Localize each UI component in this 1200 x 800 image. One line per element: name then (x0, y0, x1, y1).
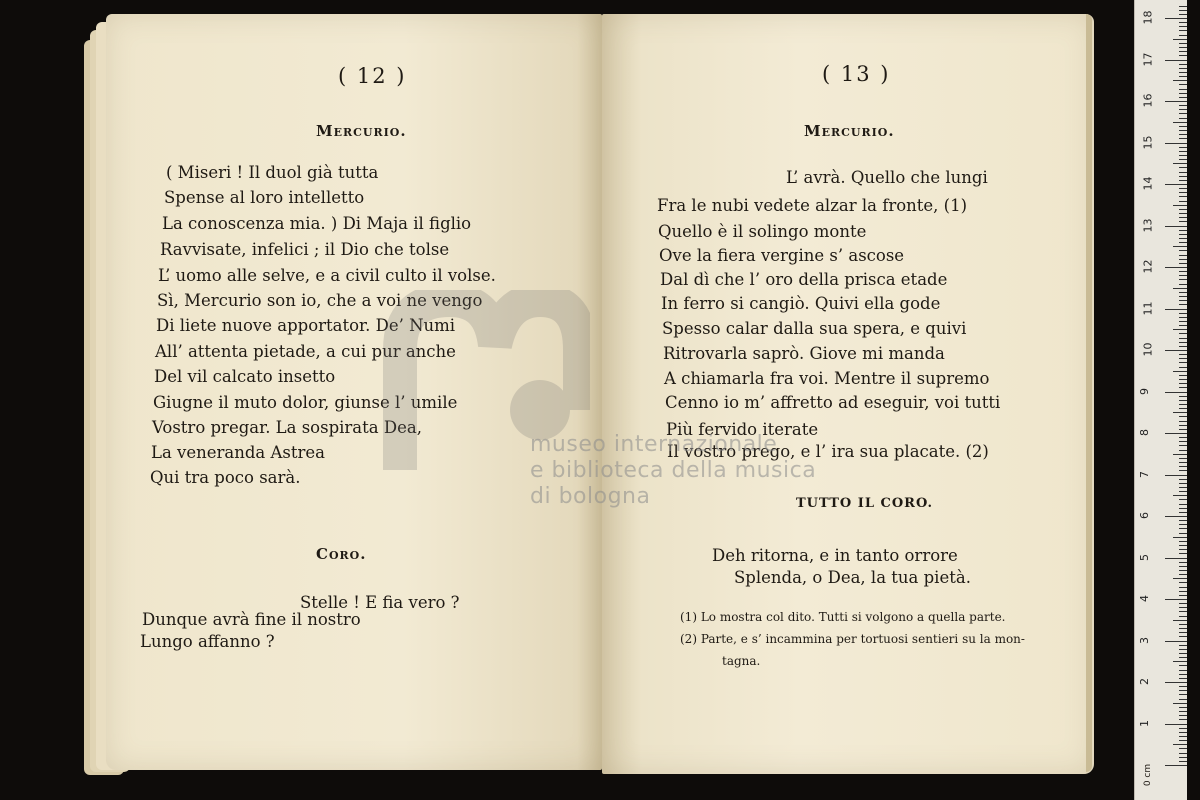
ruler-tick (1179, 346, 1187, 347)
ruler-tick (1179, 51, 1187, 52)
ruler-tick (1179, 512, 1187, 513)
ruler-tick (1179, 445, 1187, 446)
ruler-tick (1179, 479, 1187, 480)
ruler-tick (1179, 358, 1187, 359)
footnote: (1) Lo mostra col dito. Tutti si volgono a quella parte. (680, 610, 1006, 624)
ruler-tick (1179, 587, 1187, 588)
ruler-tick (1179, 736, 1187, 737)
left-chorus-line: Lungo affanno ? (140, 632, 275, 651)
ruler-tick (1179, 97, 1187, 98)
ruler-tick (1179, 491, 1187, 492)
ruler-tick (1179, 6, 1187, 7)
ruler-tick (1179, 462, 1187, 463)
ruler-number: 1 (1138, 719, 1151, 727)
ruler-unit-label: 0 cm (1143, 763, 1154, 787)
ruler-tick (1173, 163, 1187, 164)
right-line: Cenno io m’ affretto ad eseguir, voi tutti (665, 393, 1001, 412)
ruler-number: 11 (1141, 301, 1155, 315)
ruler-tick (1179, 748, 1187, 749)
right-line: Il vostro prego, e l’ ira sua placate. (2) (667, 442, 989, 461)
ruler-tick (1179, 603, 1187, 604)
ruler-tick (1179, 55, 1187, 56)
ruler-tick (1179, 209, 1187, 210)
ruler-tick (1179, 437, 1187, 438)
ruler-tick (1179, 591, 1187, 592)
right-page-number: ( 13 ) (822, 62, 891, 86)
ruler-number: 17 (1141, 52, 1155, 66)
right-line: Spesso calar dalla sua spera, e quivi (662, 319, 967, 338)
ruler-tick (1179, 549, 1187, 550)
ruler-tick (1165, 184, 1187, 185)
ruler-number: 8 (1138, 429, 1151, 436)
ruler-tick (1179, 674, 1187, 675)
ruler-tick (1179, 404, 1187, 405)
ruler-number: 16 (1141, 93, 1155, 108)
left-line: Del vil calcato insetto (154, 367, 336, 386)
ruler-number: 15 (1141, 135, 1155, 149)
right-line: A chiamarla fra voi. Mentre il supremo (664, 369, 990, 388)
ruler-tick (1179, 694, 1187, 695)
ruler-tick (1173, 578, 1187, 579)
ruler-tick (1173, 495, 1187, 496)
ruler-tick (1179, 43, 1187, 44)
ruler-tick (1179, 213, 1187, 214)
ruler-number: 13 (1141, 218, 1155, 232)
ruler-tick (1173, 39, 1187, 40)
ruler-tick (1179, 740, 1187, 741)
ruler-number: 5 (1138, 553, 1151, 561)
ruler-tick (1179, 636, 1187, 637)
ruler-tick (1179, 338, 1187, 339)
ruler-tick (1179, 134, 1187, 135)
ruler-tick (1179, 686, 1187, 687)
right-line: L’ avrà. Quello che lungi (786, 168, 988, 187)
ruler-tick (1173, 288, 1187, 289)
left-line: Ravvisate, infelici ; il Dio che tolse (160, 240, 450, 259)
ruler-tick (1165, 433, 1187, 434)
ruler-tick (1179, 553, 1187, 554)
ruler-tick (1179, 172, 1187, 173)
ruler-tick (1179, 72, 1187, 73)
ruler-tick (1179, 26, 1187, 27)
ruler-tick (1179, 429, 1187, 430)
ruler-tick (1173, 329, 1187, 330)
ruler-tick (1165, 267, 1187, 268)
ruler-tick (1179, 466, 1187, 467)
ruler-tick (1179, 425, 1187, 426)
ruler-tick (1179, 333, 1187, 334)
ruler-tick (1179, 167, 1187, 168)
left-line: All’ attenta pietade, a cui pur anche (155, 342, 456, 361)
ruler-tick (1179, 155, 1187, 156)
ruler-tick (1179, 89, 1187, 90)
ruler-tick (1179, 607, 1187, 608)
ruler-tick (1179, 761, 1187, 762)
ruler-tick (1179, 325, 1187, 326)
ruler-tick (1179, 520, 1187, 521)
left-chorus-heading: Coro. (316, 545, 367, 563)
left-line: Spense al loro intelletto (164, 188, 365, 207)
right-chorus-heading: TUTTO IL CORO. (796, 496, 934, 511)
ruler-number: 4 (1138, 595, 1151, 602)
footnote: tagna. (722, 654, 761, 668)
ruler-tick (1179, 238, 1187, 239)
ruler-tick (1179, 632, 1187, 633)
left-chorus-line: Stelle ! E fia vero ? (300, 593, 460, 612)
ruler-tick (1165, 350, 1187, 351)
ruler-tick (1179, 396, 1187, 397)
ruler-number: 3 (1138, 636, 1151, 644)
ruler-tick (1179, 458, 1187, 459)
ruler-tick (1179, 441, 1187, 442)
ruler-number: 10 (1141, 342, 1155, 357)
ruler-tick (1179, 528, 1187, 529)
ruler-tick (1179, 624, 1187, 625)
ruler-tick (1179, 400, 1187, 401)
ruler-tick (1179, 582, 1187, 583)
left-line: Giugne il muto dolor, giunse l’ umile (153, 393, 458, 412)
ruler-tick (1179, 715, 1187, 716)
ruler-tick (1179, 524, 1187, 525)
ruler-tick (1179, 196, 1187, 197)
ruler-tick (1165, 18, 1187, 19)
ruler-tick (1179, 176, 1187, 177)
ruler-tick (1179, 151, 1187, 152)
ruler-tick (1173, 744, 1187, 745)
ruler-tick (1179, 93, 1187, 94)
left-line: Sì, Mercurio son io, che a voi ne vengo (157, 291, 483, 310)
ruler-tick (1165, 724, 1187, 725)
ruler-tick (1179, 304, 1187, 305)
ruler-tick (1179, 408, 1187, 409)
ruler-tick (1179, 653, 1187, 654)
ruler-tick (1179, 159, 1187, 160)
ruler-tick (1179, 342, 1187, 343)
left-line: La conoscenza mia. ) Di Maja il figlio (162, 214, 472, 233)
left-line: ( Miseri ! Il duol già tutta (166, 163, 379, 182)
ruler-tick (1179, 657, 1187, 658)
ruler-tick (1179, 14, 1187, 15)
ruler-tick (1179, 483, 1187, 484)
ruler-tick (1165, 641, 1187, 642)
ruler-tick (1165, 475, 1187, 476)
ruler-tick (1179, 562, 1187, 563)
ruler-tick (1179, 313, 1187, 314)
ruler-tick (1179, 284, 1187, 285)
ruler-tick (1179, 628, 1187, 629)
ruler-tick (1179, 504, 1187, 505)
ruler-tick (1179, 367, 1187, 368)
ruler-tick (1179, 470, 1187, 471)
ruler-tick (1179, 416, 1187, 417)
ruler-tick (1165, 599, 1187, 600)
ruler-tick (1173, 205, 1187, 206)
ruler-tick (1179, 732, 1187, 733)
watermark-text: museo internazionale (530, 432, 778, 457)
ruler-tick (1179, 296, 1187, 297)
ruler-tick (1179, 10, 1187, 11)
ruler-tick (1179, 595, 1187, 596)
ruler-tick (1179, 699, 1187, 700)
ruler-tick (1179, 68, 1187, 69)
ruler-tick (1173, 703, 1187, 704)
ruler-tick (1179, 242, 1187, 243)
ruler-tick (1179, 753, 1187, 754)
ruler-tick (1165, 226, 1187, 227)
watermark-text: e biblioteca della musica (530, 458, 817, 483)
left-line: La veneranda Astrea (151, 443, 326, 462)
ruler-tick (1179, 105, 1187, 106)
left-speaker-heading: Mercurio. (316, 122, 407, 140)
ruler-tick (1179, 113, 1187, 114)
ruler-tick (1179, 450, 1187, 451)
ruler-tick (1179, 421, 1187, 422)
ruler-number: 6 (1138, 512, 1151, 519)
right-chorus-line: Splenda, o Dea, la tua pietà. (734, 568, 971, 587)
ruler-tick (1179, 109, 1187, 110)
ruler-tick (1179, 570, 1187, 571)
ruler-tick (1173, 537, 1187, 538)
ruler-tick (1165, 101, 1187, 102)
ruler-tick (1179, 541, 1187, 542)
ruler-tick (1179, 275, 1187, 276)
ruler-number: 12 (1141, 259, 1155, 274)
left-chorus-line: Dunque avrà fine il nostro (142, 610, 361, 629)
right-line: Ove la fiera vergine s’ ascose (659, 246, 905, 265)
ruler-tick (1179, 147, 1187, 148)
ruler-tick (1179, 30, 1187, 31)
ruler-tick (1165, 60, 1187, 61)
ruler-tick (1179, 645, 1187, 646)
ruler-tick (1179, 234, 1187, 235)
ruler-tick (1179, 192, 1187, 193)
ruler-tick (1179, 259, 1187, 260)
ruler-tick (1165, 765, 1187, 766)
ruler-tick (1165, 143, 1187, 144)
ruler-tick (1179, 508, 1187, 509)
ruler-tick (1179, 188, 1187, 189)
ruler-tick (1179, 321, 1187, 322)
ruler-tick (1179, 616, 1187, 617)
ruler-tick (1165, 309, 1187, 310)
ruler-number: 7 (1138, 470, 1151, 478)
footnote: (2) Parte, e s’ incammina per tortuosi sentieri su la mon- (680, 632, 1025, 646)
ruler-number: 14 (1141, 176, 1155, 191)
ruler-tick (1179, 118, 1187, 119)
measurement-ruler (1134, 0, 1187, 800)
ruler-tick (1179, 728, 1187, 729)
ruler-tick (1179, 255, 1187, 256)
ruler-tick (1179, 221, 1187, 222)
right-line: In ferro si cangiò. Quivi ella gode (661, 294, 941, 313)
ruler-tick (1179, 230, 1187, 231)
ruler-tick (1179, 362, 1187, 363)
ruler-tick (1173, 661, 1187, 662)
ruler-number: 18 (1141, 10, 1155, 25)
ruler-tick (1179, 317, 1187, 318)
ruler-tick (1179, 379, 1187, 380)
ruler-tick (1179, 678, 1187, 679)
ruler-tick (1179, 711, 1187, 712)
ruler-tick (1179, 84, 1187, 85)
ruler-tick (1173, 412, 1187, 413)
ruler-tick (1179, 383, 1187, 384)
ruler-tick (1179, 279, 1187, 280)
left-line: L’ uomo alle selve, e a civil culto il volse. (158, 266, 496, 285)
watermark-text: di bologna (530, 484, 651, 509)
ruler-tick (1179, 611, 1187, 612)
ruler-tick (1179, 76, 1187, 77)
left-line: Qui tra poco sarà. (150, 468, 301, 487)
ruler-tick (1179, 670, 1187, 671)
ruler-tick (1179, 126, 1187, 127)
ruler-tick (1179, 250, 1187, 251)
ruler-tick (1173, 80, 1187, 81)
ruler-tick (1173, 620, 1187, 621)
ruler-tick (1179, 690, 1187, 691)
left-line: Vostro pregar. La sospirata Dea, (152, 418, 422, 437)
ruler-tick (1179, 499, 1187, 500)
right-line: Dal dì che l’ oro della prisca etade (660, 270, 948, 289)
ruler-tick (1179, 47, 1187, 48)
right-line: Più fervido iterate (666, 420, 819, 439)
ruler-tick (1179, 22, 1187, 23)
ruler-tick (1165, 516, 1187, 517)
right-speaker-heading: Mercurio. (804, 122, 895, 140)
page-edge (1086, 14, 1092, 772)
ruler-tick (1165, 682, 1187, 683)
ruler-tick (1179, 292, 1187, 293)
ruler-number: 9 (1138, 387, 1151, 395)
ruler-tick (1179, 35, 1187, 36)
ruler-tick (1179, 387, 1187, 388)
ruler-tick (1179, 300, 1187, 301)
ruler-tick (1179, 533, 1187, 534)
ruler-tick (1179, 707, 1187, 708)
ruler-tick (1165, 392, 1187, 393)
ruler-tick (1179, 375, 1187, 376)
ruler-tick (1173, 371, 1187, 372)
ruler-tick (1179, 545, 1187, 546)
ruler-tick (1179, 271, 1187, 272)
ruler-tick (1179, 201, 1187, 202)
ruler-tick (1179, 487, 1187, 488)
ruler-tick (1179, 574, 1187, 575)
ruler-tick (1179, 130, 1187, 131)
right-line: Quello è il solingo monte (658, 222, 867, 241)
ruler-number: 2 (1138, 678, 1151, 685)
ruler-tick (1173, 246, 1187, 247)
right-chorus-line: Deh ritorna, e in tanto orrore (712, 546, 958, 565)
ruler-tick (1179, 665, 1187, 666)
ruler-tick (1179, 566, 1187, 567)
ruler-tick (1179, 64, 1187, 65)
ruler-tick (1179, 138, 1187, 139)
ruler-tick (1179, 217, 1187, 218)
ruler-tick (1179, 180, 1187, 181)
ruler-tick (1173, 454, 1187, 455)
left-line: Di liete nuove apportator. De’ Numi (156, 316, 456, 335)
ruler-tick (1179, 354, 1187, 355)
right-line: Fra le nubi vedete alzar la fronte, (1) (657, 196, 968, 215)
ruler-tick (1173, 122, 1187, 123)
ruler-tick (1179, 719, 1187, 720)
right-line: Ritrovarla saprò. Giove mi manda (663, 344, 945, 363)
ruler-tick (1179, 263, 1187, 264)
left-page-number: ( 12 ) (338, 64, 407, 88)
ruler-tick (1179, 757, 1187, 758)
ruler-tick (1179, 649, 1187, 650)
ruler-tick (1165, 558, 1187, 559)
